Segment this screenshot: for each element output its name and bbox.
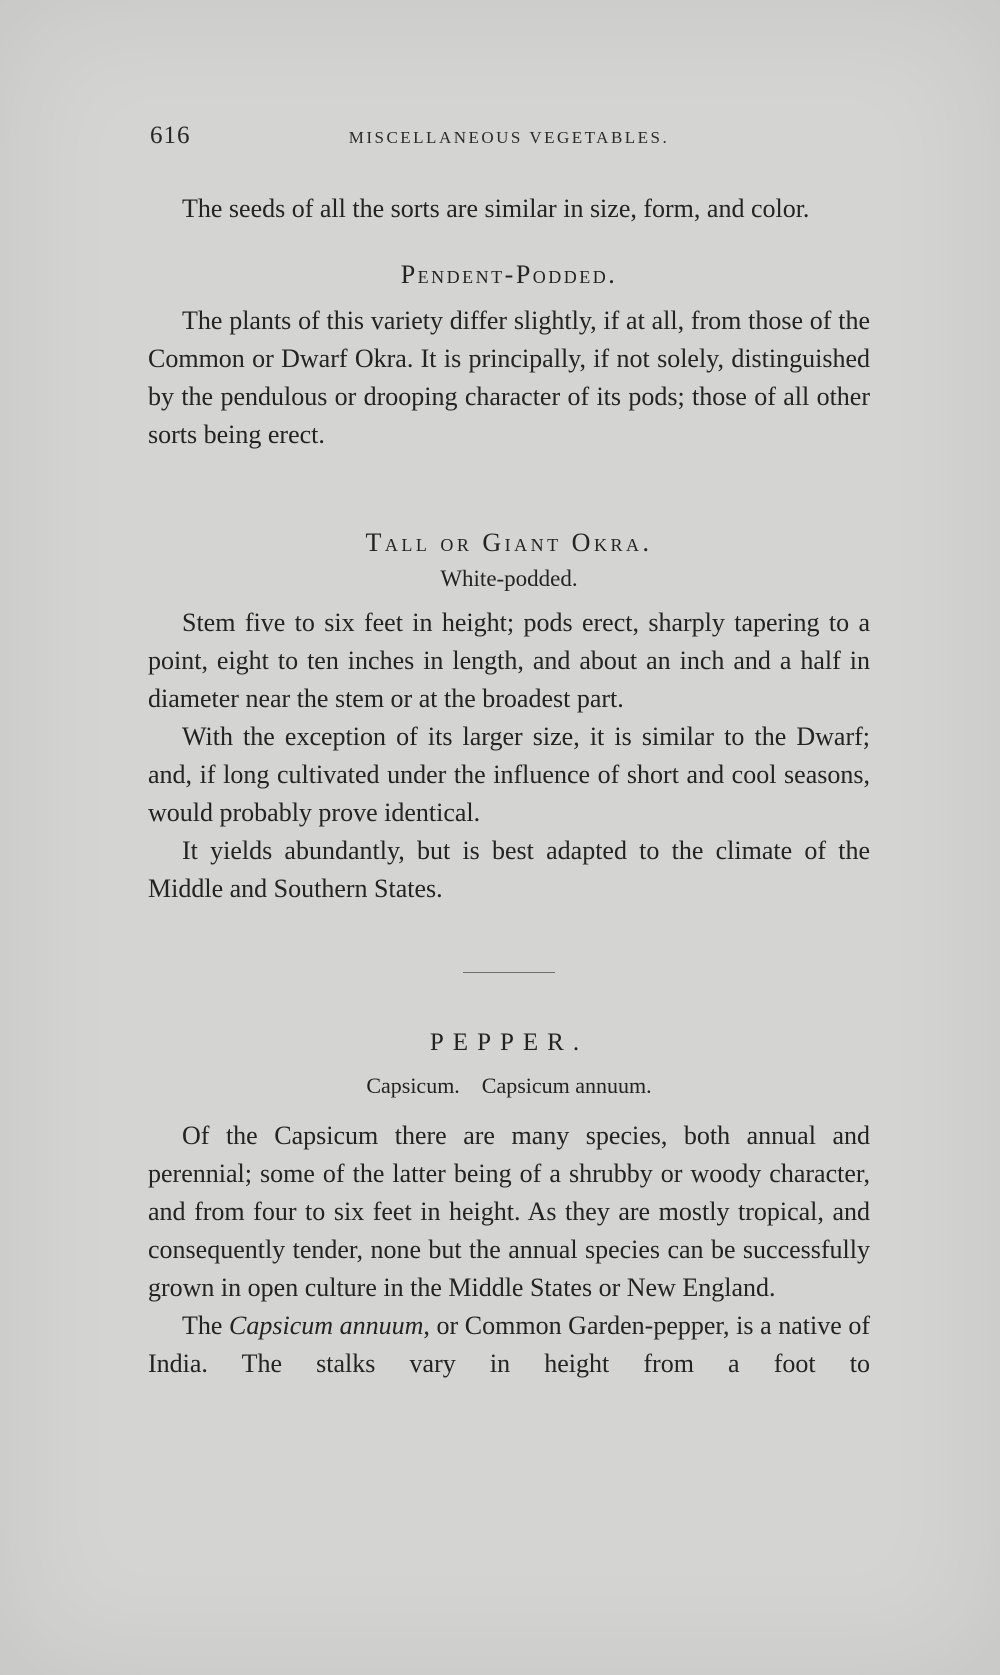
heading-pepper: PEPPER.: [429, 1029, 589, 1056]
paragraph-capsicum-species: Of the Capsicum there are many species, both annual and perennial; some of the latter being of a shrubby or woody character, and from four to six feet in height. As they are mostly tropical, and consequently tender, none but the annual species can be successfully grown in open culture in the Middle States or New England.: [148, 1121, 870, 1302]
paragraph-capsicum-annuum-post: , or Common Garden-pepper, is a native of India. The stalks vary in height from a foot to: [148, 1311, 871, 1378]
paragraph-okra-seeds: The seeds of all the sorts are similar in size, form, and color.: [182, 194, 810, 223]
paragraph-capsicum-annuum-pre: The: [182, 1311, 230, 1340]
page-content: [148, 122, 870, 1383]
running-header: MISCELLANEOUS VEGETABLES.: [348, 128, 670, 147]
heading-tall-or-giant-okra: Tall or Giant Okra.: [365, 528, 653, 557]
subheading-white-podded: White-podded.: [440, 566, 578, 591]
paragraph-pendent-podded: The plants of this variety differ slightly, if at all, from those of the Common or Dwarf Okra. It is principally, if not solely, distinguished by the pendulous or drooping character of its pods; those of all other sorts being erect.: [148, 306, 870, 449]
subheading-capsicum: Capsicum. Capsicum annuum.: [366, 1073, 652, 1098]
paragraph-tall-okra-description: Stem five to six feet in height; pods erect, sharply tapering to a point, eight to ten inches in length, and about an inch and a half in diameter near the stem or at the broadest part.: [148, 608, 870, 713]
paragraph-capsicum-annuum: [148, 1307, 870, 1383]
heading-pendent-podded: Pendent-Podded.: [400, 260, 618, 289]
latin-name-italic: Capsicum annuum: [229, 1311, 424, 1340]
paragraph-tall-okra-comparison: With the exception of its larger size, it is similar to the Dwarf; and, if long cultivated under the influence of short and cool seasons, would probably prove identical.: [148, 722, 870, 827]
paragraph-tall-okra-yield: It yields abundantly, but is best adapted to the climate of the Middle and Southern States.: [148, 836, 870, 903]
section-divider: [463, 972, 555, 973]
page-number: 616: [150, 122, 191, 149]
page-header: [148, 122, 870, 154]
